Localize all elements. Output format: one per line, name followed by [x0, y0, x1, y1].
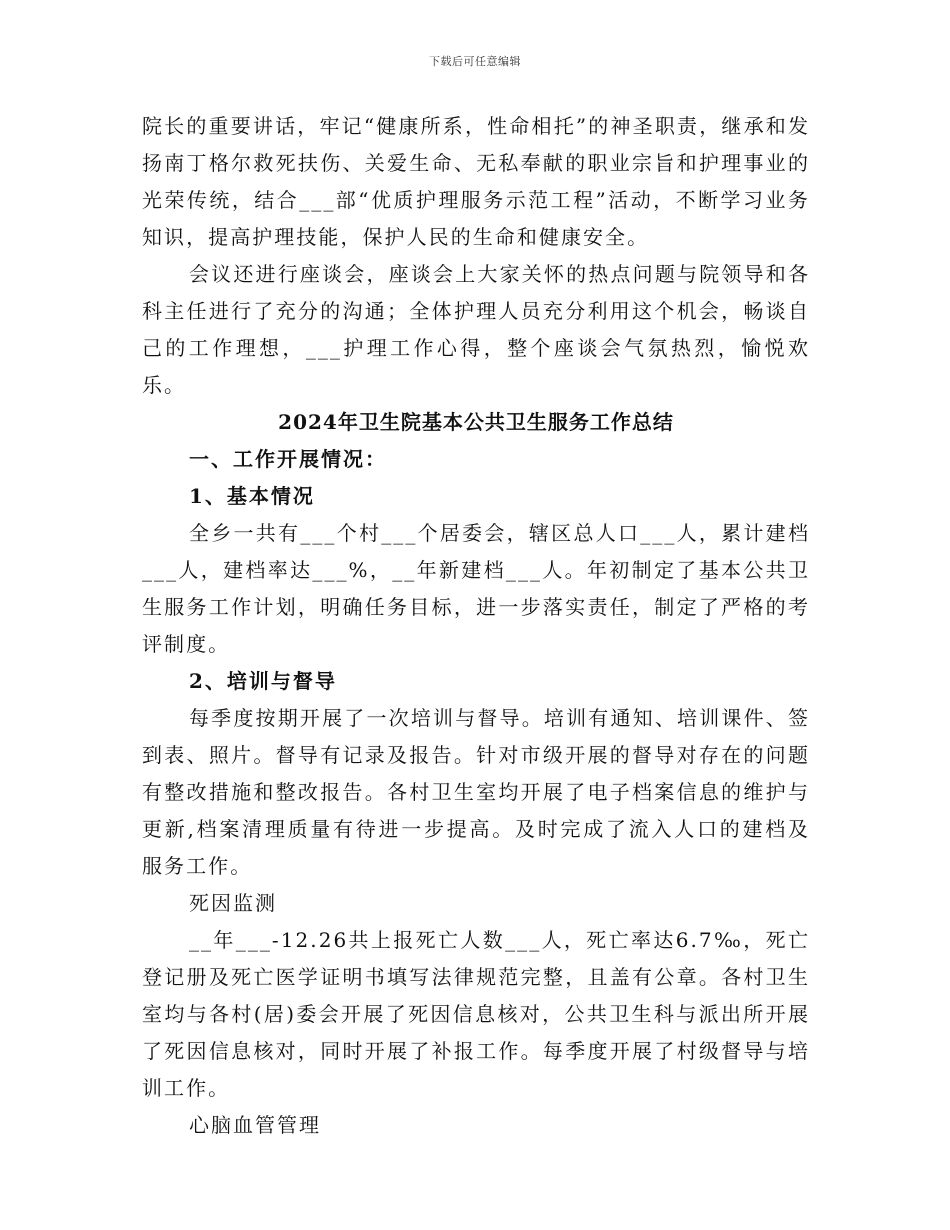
paragraph-death-monitoring: __年___-12.26共上报死亡人数___人，死亡率达6.7‰，死亡登记册及死亡医学证明书填写法律规范完整，且盖有公章。各村卫生室均与各村(居)委会开展了死因信息核对，公共卫生科与派出所开展了死因信息核对，同时开展了补报工作。每季度开展了村级督导与培训工作。: [142, 928, 810, 1100]
subheading-training: 2、培训与督导: [189, 669, 337, 693]
paragraph-training: 每季度按期开展了一次培训与督导。培训有通知、培训课件、签到表、照片。督导有记录及报告。针对市级开展的督导对存在的问题有整改措施和整改报告。各村卫生室均开展了电子档案信息的维护与更新,档案清理质量有待进一步提高。及时完成了流入人口的建档及服务工作。: [142, 706, 810, 878]
paragraph-meeting: 会议还进行座谈会，座谈会上大家关怀的热点问题与院领导和各科主任进行了充分的沟通；全体护理人员充分利用这个机会，畅谈自己的工作理想，___护理工作心得，整个座谈会气氛热烈，愉悦欢乐。: [142, 262, 810, 397]
paragraph-basic-situation: 全乡一共有___个村___个居委会，辖区总人口___人，累计建档___人，建档率达___%，__年新建档___人。年初制定了基本公共卫生服务工作计划，明确任务目标，进一步落实责任，制定了严格的考评制度。: [142, 521, 810, 656]
subheading-death-monitoring: 死因监测: [189, 891, 277, 915]
page-header-note: 下载后可任意编辑: [429, 55, 521, 68]
document-title: 2024年卫生院基本公共卫生服务工作总结: [278, 410, 674, 434]
subheading-cardio-management: 心脑血管管理: [189, 1113, 321, 1137]
paragraph-intro-continuation: 院长的重要讲话，牢记“健康所系，性命相托”的神圣职责，继承和发扬南丁格尔救死扶伤、关爱生命、无私奉献的职业宗旨和护理事业的光荣传统，结合___部“优质护理服务示范工程”活动，不断学习业务知识，提高护理技能，保护人民的生命和健康安全。: [142, 114, 810, 249]
subheading-basic-situation: 1、基本情况: [189, 484, 315, 508]
section-heading-1: 一、工作开展情况：: [189, 447, 387, 471]
document-body: [142, 108, 810, 1144]
